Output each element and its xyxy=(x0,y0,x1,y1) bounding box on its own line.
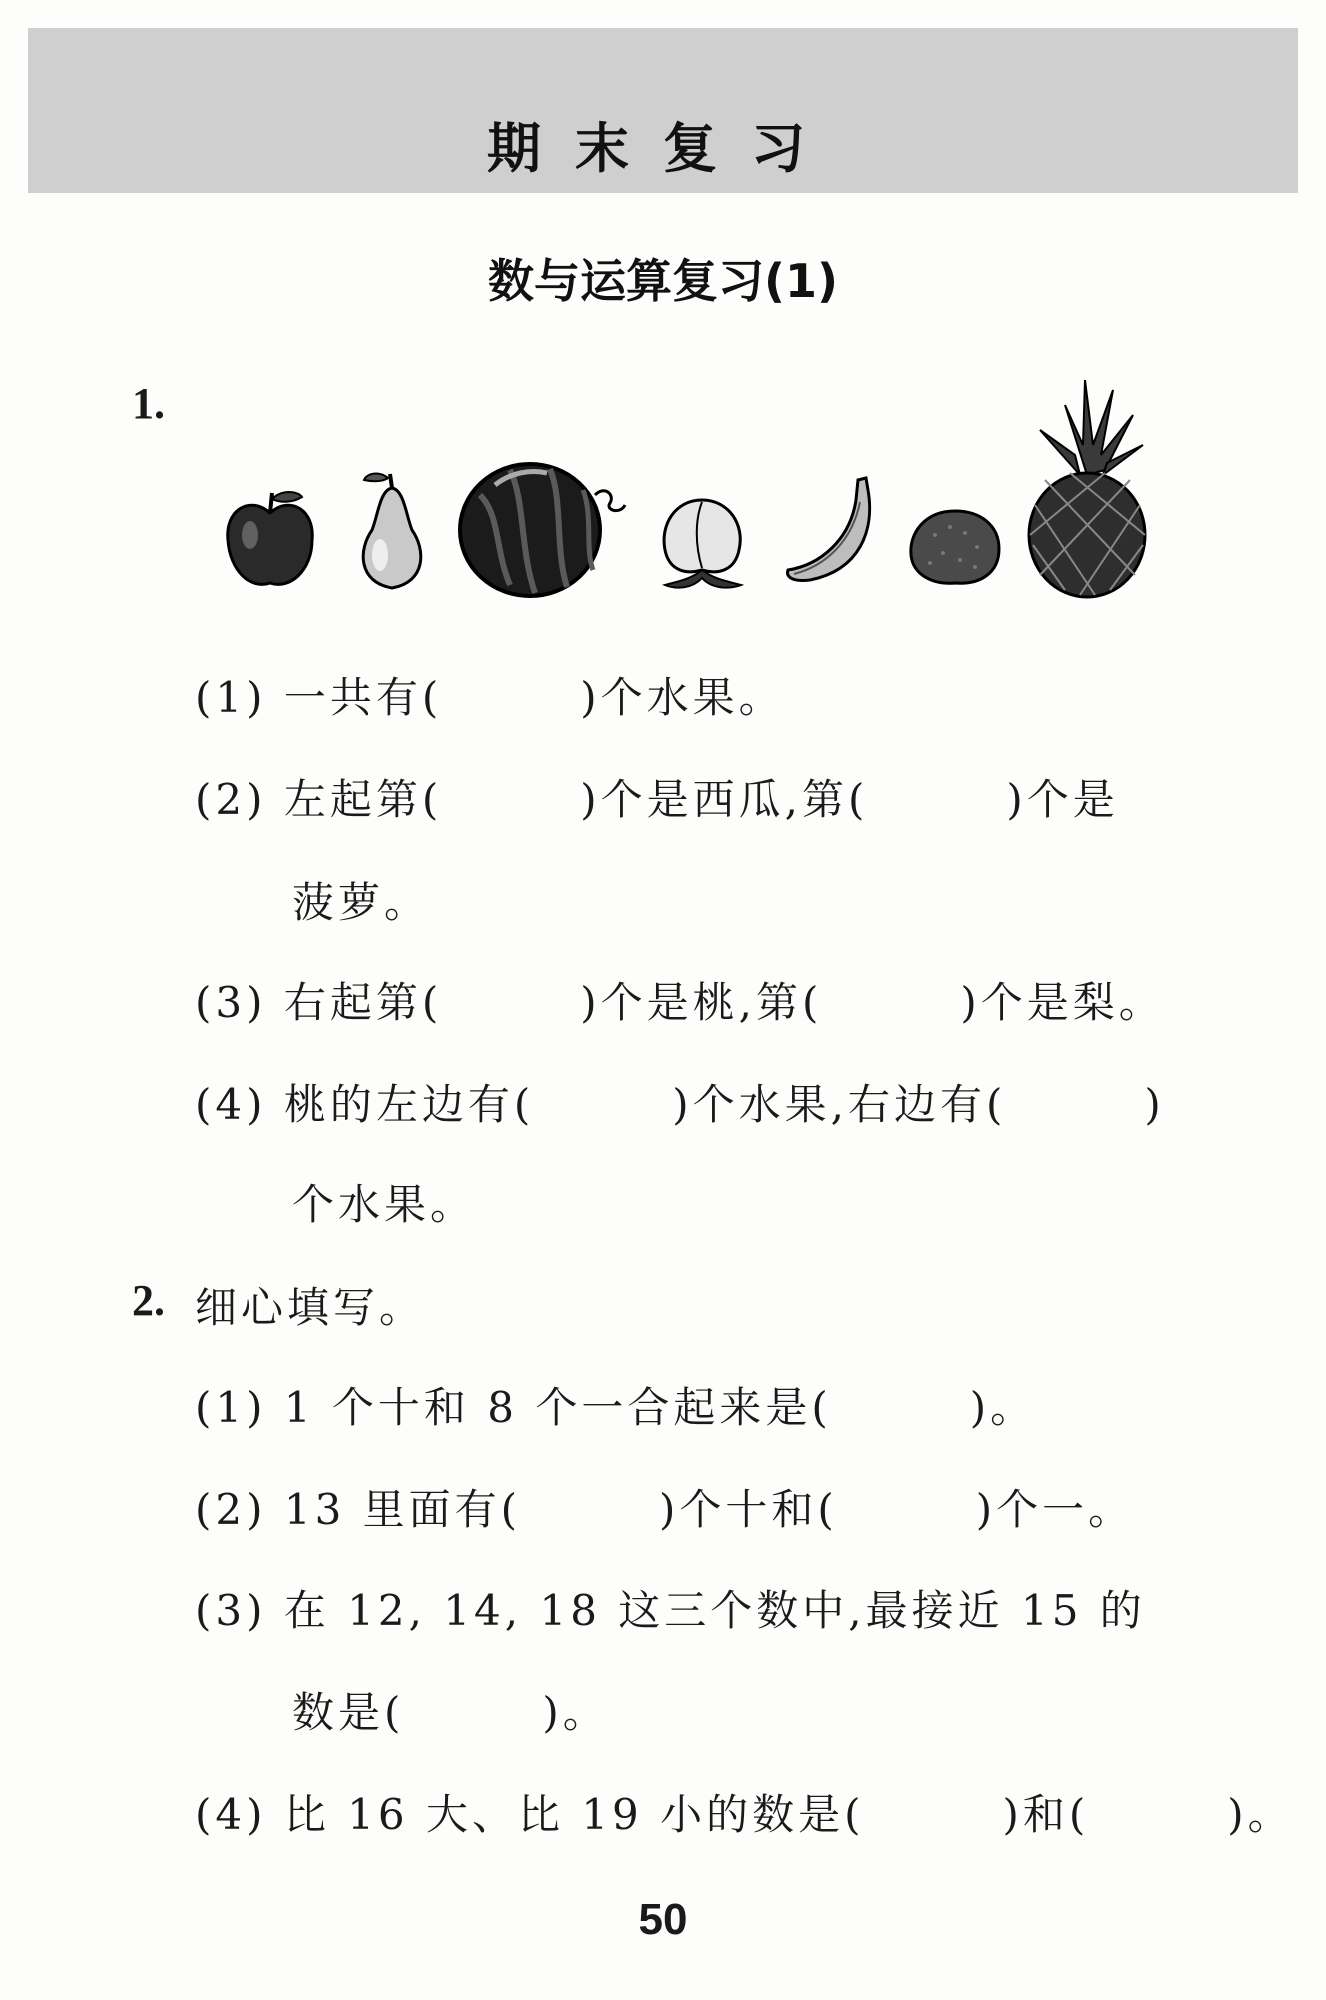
watermelon-icon xyxy=(455,455,635,600)
question-1-number: 1. xyxy=(132,379,165,428)
q1-item-4-cont: 个水果。 xyxy=(292,1180,477,1229)
question-2-number: 2. xyxy=(132,1276,165,1325)
section-title: 数与运算复习(1) xyxy=(487,254,839,308)
q2-item-3-cont: 数是( )。 xyxy=(292,1688,609,1737)
q2-item-1: (1) 1 个十和 8 个一合起来是( )。 xyxy=(195,1383,1037,1432)
q1-item-4: (4) 桃的左边有( )个水果,右边有( ) xyxy=(195,1080,1165,1129)
peach-icon xyxy=(655,490,750,595)
pineapple-icon xyxy=(1025,375,1155,600)
q2-item-4: (4) 比 16 大、比 19 小的数是( )和( )。 xyxy=(195,1790,1294,1839)
q1-item-2-cont: 菠萝。 xyxy=(292,878,431,927)
q2-item-3: (3) 在 12, 14, 18 这三个数中,最接近 15 的 xyxy=(195,1586,1146,1635)
q1-item-1: (1) 一共有( )个水果。 xyxy=(195,673,785,722)
question-2-title: 细心填写。 xyxy=(195,1283,426,1332)
pear-icon xyxy=(350,470,435,595)
header-banner xyxy=(28,28,1298,193)
q1-item-2: (2) 左起第( )个是西瓜,第( )个是 xyxy=(195,775,1119,824)
q1-item-3: (3) 右起第( )个是桃,第( )个是梨。 xyxy=(195,978,1165,1027)
kiwi-icon xyxy=(905,505,1005,590)
q2-item-2: (2) 13 里面有( )个十和( )个一。 xyxy=(195,1485,1135,1534)
banner-title: 期末复习 xyxy=(487,117,839,180)
banana-icon xyxy=(780,470,880,590)
page-number: 50 xyxy=(638,1895,688,1944)
apple-icon xyxy=(220,485,320,595)
fruit-row xyxy=(220,375,1180,615)
